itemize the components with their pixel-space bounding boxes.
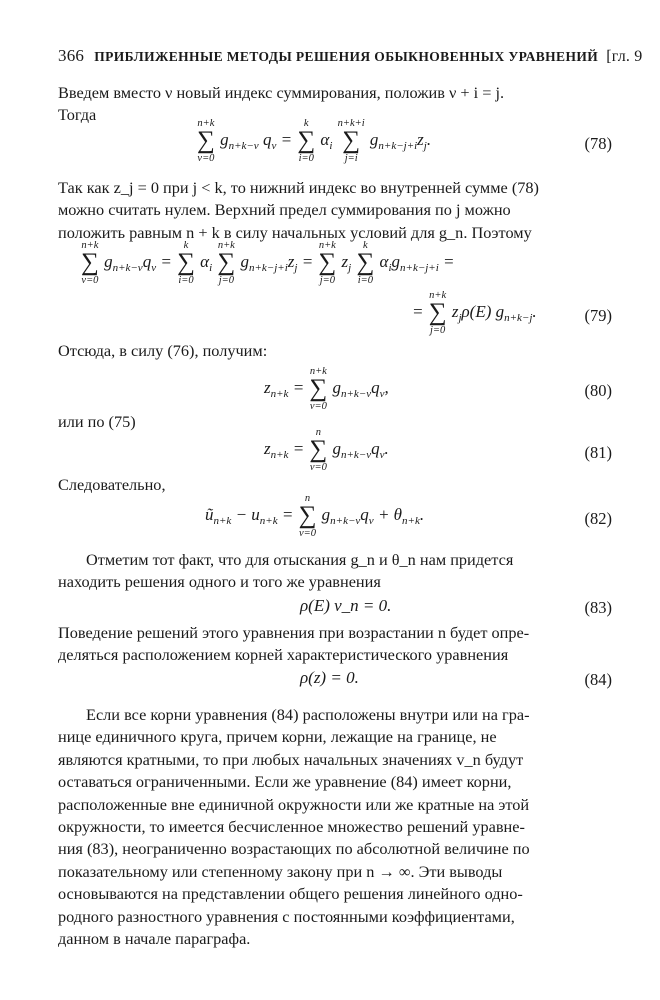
text-line: Тогда xyxy=(58,105,97,125)
equation-number-84: (84) xyxy=(584,670,612,689)
equation-83: ρ(E) v_n = 0. xyxy=(300,596,392,615)
page-number: 366 xyxy=(58,46,85,65)
text-line: Отметим тот факт, что для отыскания g_n и θ_n нам придется xyxy=(86,550,514,569)
equation-number-81: (81) xyxy=(584,443,612,462)
equation-79-line-2: = n+k ∑ j=0 $z_j\rho(E)$ $g_{n+k-j}$. xyxy=(412,290,537,336)
paragraph-7 xyxy=(58,622,612,667)
paragraph-5: Следовательно, xyxy=(58,475,166,494)
equation-78: n+k ∑ ν=0 $g_{n+k-\nu}$ $q_\nu$ = k ∑ i=0 $\alpha_i$ n+k+i ∑ j=i $g_{n+k-j+i}z_j$. xyxy=(197,118,432,164)
equation-79-line-1: n+k ∑ ν=0 $g_{n+k-\nu}q_\nu$ = k ∑ i=0 $\alpha_i$ n+k ∑ j=0 $g_{n+k-j+i}z_j$ = n+k ∑ j=0 $z_j$ k ∑ i=0 $\alpha_ig_{n+k-j+i}$ = xyxy=(81,240,455,286)
equation-number-83: (83) xyxy=(584,598,612,617)
text-line: расположенные вне единичной окружности или же кратные на этой xyxy=(58,794,530,814)
text-line: ния (83), неограниченно возрастающих по абсолютной величине по xyxy=(58,839,530,859)
text-line: Так как z_j = 0 при j < k, то нижний индекс во внутренней сумме (78) xyxy=(58,178,539,197)
text-line: родного разностного уравнения с постоянными коэффициентами, xyxy=(58,906,515,926)
chapter-label: [гл. 9 xyxy=(606,48,643,65)
text-line: можно считать нулем. Верхний предел суммирования по j можно xyxy=(58,200,511,220)
text-line: основываются на представлении общего решения линейного одно- xyxy=(58,884,523,904)
text-line: положить равным n + k в силу начальных условий для g_n. Поэтому xyxy=(58,222,532,242)
paragraph-6 xyxy=(58,549,612,594)
equation-81: $z_{n+k}$ = n ∑ ν=0 $g_{n+k-\nu}q_\nu$. xyxy=(264,427,389,473)
text-line: показательному или степенному закону при n → ∞. Эти выводы xyxy=(58,861,503,881)
running-header xyxy=(58,46,643,66)
text-line: Поведение решений этого уравнения при возрастании n будет опре- xyxy=(58,623,530,642)
paragraph-2 xyxy=(58,177,612,244)
text-line: деляться расположением корней характеристического уравнения xyxy=(58,645,509,665)
paragraph-3: Отсюда, в силу (76), получим: xyxy=(58,341,268,360)
equation-number-78: (78) xyxy=(584,134,612,153)
equation-80: $z_{n+k}$ = n+k ∑ ν=0 $g_{n+k-\nu}q_\nu$, xyxy=(264,366,389,412)
paragraph-8 xyxy=(58,704,612,950)
text-line: оставаться ограниченными. Если же уравнение (84) имеет корни, xyxy=(58,772,512,792)
text-line: окружности, то имеется бесчисленное множество решений уравне- xyxy=(58,817,525,837)
text-line: находить решения одного и того же уравнения xyxy=(58,572,381,592)
text-line: нице единичного круга, причем корни, лежащие на границе, не xyxy=(58,727,497,747)
text-line: данном в начале параграфа. xyxy=(58,929,251,949)
text-line: Если все корни уравнения (84) расположены внутри или на гра- xyxy=(86,705,530,724)
equation-84: ρ(z) = 0. xyxy=(300,668,359,687)
equation-82: $ũ_{n+k} - u_{n+k}$ = n ∑ ν=0 $g_{n+k-\nu}q_\nu + \theta_{n+k}$. xyxy=(205,493,425,539)
equation-number-79: (79) xyxy=(584,306,612,325)
equation-number-82: (82) xyxy=(584,509,612,528)
text-line: являются кратными, то при любых начальных значениях v_n будут xyxy=(58,749,524,769)
equation-number-80: (80) xyxy=(584,381,612,400)
paragraph-4: или по (75) xyxy=(58,412,136,431)
running-title: ПРИБЛИЖЕННЫЕ МЕТОДЫ РЕШЕНИЯ ОБЫКНОВЕННЫХ УРАВНЕНИЙ xyxy=(94,49,599,64)
text-line: Введем вместо ν новый индекс суммирования, положив ν + i = j. xyxy=(58,83,505,102)
